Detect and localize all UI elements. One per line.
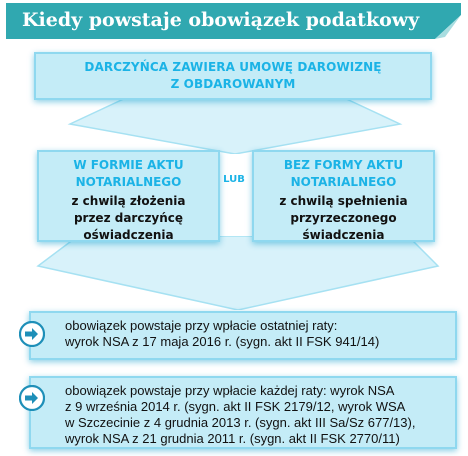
info-text <box>65 383 415 447</box>
box-text: z chwilą spełnienia <box>279 194 408 208</box>
box-text: z chwilą złożenia <box>71 194 186 208</box>
info-text <box>65 318 379 350</box>
chevron-right-circle-icon <box>19 321 45 347</box>
notarial-form-box <box>37 150 220 242</box>
box-heading: BEZ FORMY AKTU <box>283 158 404 172</box>
box-text: oświadczenia <box>83 228 174 242</box>
no-notarial-form-box <box>252 150 435 242</box>
box-heading: NOTARIALNEGO <box>75 175 182 189</box>
chevron-right-circle-icon <box>19 385 45 411</box>
arrow-down-icon <box>28 236 448 310</box>
top-box <box>34 52 432 100</box>
page-title: Kiedy powstaje obowiązek podatkowy <box>22 9 420 31</box>
info-line: wyrok NSA z 17 maja 2016 r. (sygn. akt II FSK 941/14) <box>65 334 380 349</box>
info-line: w Szczecinie z 4 grudnia 2013 r. (sygn. akt III Sa/Sz 677/13), <box>65 415 416 430</box>
top-box-line: DARCZYŃCA ZAWIERA UMOWĘ DAROWIZNĘ <box>84 60 382 74</box>
box-text: przyrzeczonego <box>290 211 397 225</box>
info-box-last-installment <box>29 311 457 360</box>
arrow-down-icon <box>60 96 410 154</box>
or-connector: LUB <box>223 174 245 185</box>
page-fold-icon <box>435 15 461 39</box>
box-text: świadczenia <box>302 228 385 242</box>
box-heading: NOTARIALNEGO <box>290 175 397 189</box>
box-text: przez darczyńcę <box>73 211 184 225</box>
info-box-each-installment <box>29 376 457 449</box>
box-heading: W FORMIE AKTU <box>73 158 184 172</box>
info-line: wyrok NSA z 21 grudnia 2011 r. (sygn. akt II FSK 2770/11) <box>65 431 400 446</box>
info-line: obowiązek powstaje przy wpłacie każdej raty: wyrok NSA <box>65 383 395 398</box>
info-line: z 9 września 2014 r. (sygn. akt II FSK 2179/12, wyrok WSA <box>65 399 406 414</box>
info-line: obowiązek powstaje przy wpłacie ostatniej raty: <box>65 318 338 333</box>
top-box-line: Z OBDAROWANYM <box>170 77 296 91</box>
